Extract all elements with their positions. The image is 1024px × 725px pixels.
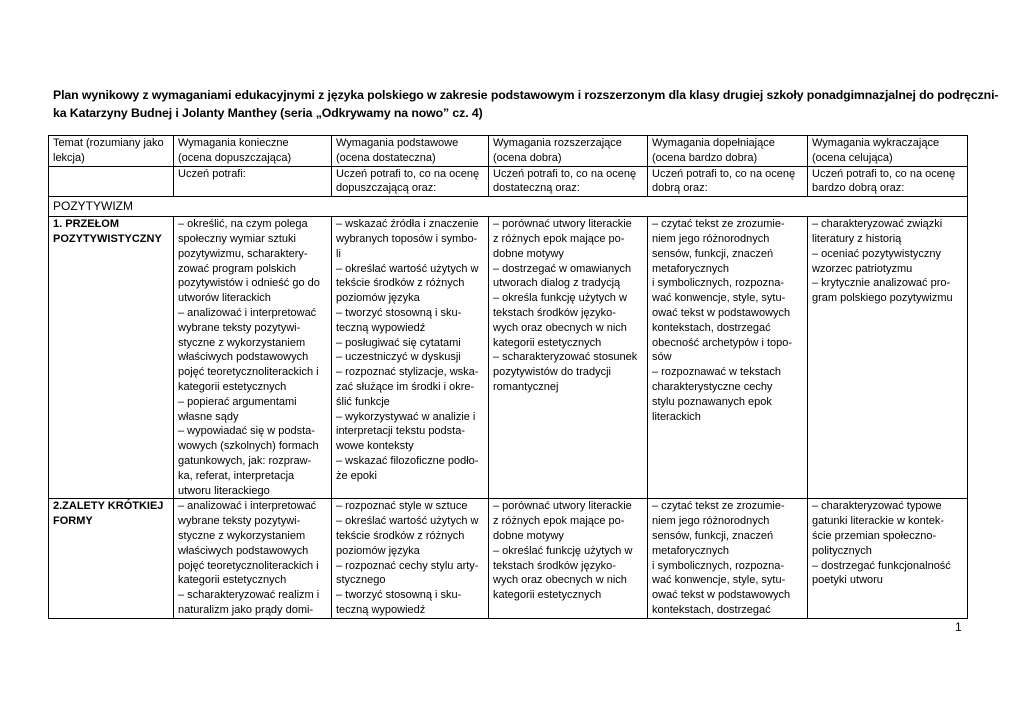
- cell-line: stylu poznawanych epok: [652, 395, 772, 408]
- cell-line: – oceniać pozytywistyczny: [812, 247, 941, 260]
- subheader-line: Uczeń potrafi to, co na ocenę: [493, 167, 637, 180]
- cell-clip: [493, 499, 644, 618]
- cell-line: – dostrzegać w omawianych: [493, 262, 632, 275]
- table-header-row: [49, 136, 968, 167]
- header-line: Temat (rozumiany jako: [53, 137, 164, 149]
- cell-clip: [652, 499, 804, 618]
- cell-line: ślić funkcje: [336, 395, 390, 408]
- section-title: POZYTYWIZM: [49, 197, 968, 217]
- cell-line: – wskazać źródła i znaczenie: [336, 218, 479, 231]
- cell-line: – scharakteryzować stosunek: [493, 351, 638, 364]
- page-number: 1: [955, 620, 962, 634]
- cell-line: – rozpoznawać w tekstach: [652, 366, 782, 379]
- cell-line: – określać funkcję użytych w: [493, 544, 633, 557]
- cell-line: dobne motywy: [493, 529, 564, 542]
- header-line: (ocena dobra): [493, 151, 562, 164]
- header-line: Wymagania konieczne: [178, 137, 289, 149]
- requirements-cell: [174, 499, 332, 619]
- header-line: (ocena bardzo dobra): [652, 151, 758, 164]
- cell-line: utworów literackich: [178, 292, 271, 305]
- cell-line: wowe konteksty: [336, 440, 414, 453]
- cell-line: – rozpoznać stylizacje, wska-: [336, 366, 479, 379]
- header-cell-topic: [49, 136, 174, 167]
- cell-line: wać konwencje, style, sytu-: [652, 292, 786, 305]
- requirements-cell: [332, 499, 489, 619]
- cell-line: FORMY: [53, 515, 93, 528]
- cell-line: stycznego: [336, 574, 386, 587]
- cell-line: naturalizm jako prądy domi-: [178, 603, 314, 616]
- cell-line: – określa funkcję użytych w: [493, 292, 627, 305]
- cell-line: 1. PRZEŁOM: [53, 218, 120, 231]
- cell-line: pozytywistów i odnieść go do: [178, 277, 320, 290]
- requirements-cell: [648, 499, 808, 619]
- cell-line: utworach dialog z tradycją: [493, 277, 621, 290]
- cell-line: obecność archetypów i topo-: [652, 336, 793, 349]
- cell-line: własne sądy: [178, 410, 239, 423]
- subheader-line: bardzo dobrą oraz:: [812, 182, 905, 195]
- cell-line: – popierać argumentami: [178, 395, 297, 408]
- header-line: (ocena dopuszczająca): [178, 151, 292, 164]
- requirements-cell: [174, 217, 332, 499]
- subheader-line: dopuszczającą oraz:: [336, 182, 437, 195]
- cell-line: sensów, funkcji, znaczeń: [652, 247, 774, 260]
- requirements-cell: [332, 217, 489, 499]
- cell-line: tekście środków z różnych: [336, 529, 465, 542]
- table-row: [49, 499, 968, 619]
- table-subheader-row: [49, 166, 968, 197]
- cell-line: – posługiwać się cytatami: [336, 336, 461, 349]
- cell-line: ować tekst w podstawowych: [652, 589, 791, 602]
- cell-line: ka, referat, interpretacja: [178, 469, 295, 482]
- cell-line: – tworzyć stosowną i sku-: [336, 589, 462, 602]
- subheader-line: Uczeń potrafi:: [178, 167, 246, 180]
- topic-cell: [49, 499, 174, 619]
- cell-line: niem jego różnorodnych: [652, 515, 770, 528]
- cell-line: pojęć teoretycznoliterackich i: [178, 366, 319, 379]
- cell-line: – określać wartość użytych w: [336, 515, 479, 528]
- header-line: Wymagania podstawowe: [336, 137, 459, 149]
- cell-line: kontekstach, dostrzegać: [652, 603, 771, 616]
- cell-line: styczne z wykorzystaniem: [178, 336, 306, 349]
- cell-line: – scharakteryzować realizm i: [178, 589, 320, 602]
- subheader-cell: [489, 166, 648, 197]
- subheader-cell-empty: [49, 166, 174, 197]
- cell-line: – rozpoznać style w sztuce: [336, 500, 468, 513]
- subheader-cell: [332, 166, 489, 197]
- document-title: [53, 86, 999, 122]
- cell-line: styczne z wykorzystaniem: [178, 529, 306, 542]
- cell-line: charakterystyczne cechy: [652, 380, 773, 393]
- cell-line: – czytać tekst ze zrozumie-: [652, 500, 785, 513]
- cell-line: gram polskiego pozytywizmu: [812, 292, 953, 305]
- cell-line: wybrane teksty pozytywi-: [178, 515, 301, 528]
- cell-line: wać konwencje, style, sytu-: [652, 574, 786, 587]
- subheader-line: dostateczną oraz:: [493, 182, 580, 195]
- cell-line: li: [336, 247, 341, 260]
- header-cell-required: [174, 136, 332, 167]
- cell-line: metaforycznych: [652, 262, 730, 275]
- cell-line: wowych (szkolnych) formach: [178, 440, 319, 453]
- cell-line: – dostrzegać funkcjonalność: [812, 559, 951, 572]
- cell-line: – charakteryzować typowe: [812, 500, 942, 513]
- requirements-cell: [489, 499, 648, 619]
- subheader-line: Uczeń potrafi to, co na ocenę: [336, 167, 480, 180]
- cell-line: kategorii estetycznych: [493, 336, 602, 349]
- cell-line: wych oraz obecnych w nich: [493, 321, 627, 334]
- cell-line: z różnych epok mające po-: [493, 515, 625, 528]
- cell-clip: [336, 499, 485, 618]
- header-cell-extended: [489, 136, 648, 167]
- subheader-line: Uczeń potrafi to, co na ocenę: [652, 167, 796, 180]
- cell-line: literackich: [652, 410, 701, 423]
- cell-line: wybrane teksty pozytywi-: [178, 321, 301, 334]
- header-cell-supplementary: [648, 136, 808, 167]
- cell-line: kategorii estetycznych: [178, 380, 287, 393]
- cell-line: – tworzyć stosowną i sku-: [336, 306, 462, 319]
- cell-line: zać służące im środki i okre-: [336, 380, 475, 393]
- cell-line: z różnych epok mające po-: [493, 232, 625, 245]
- cell-line: wzorzec patriotyzmu: [812, 262, 913, 275]
- cell-line: pozytywistów do tradycji: [493, 366, 611, 379]
- cell-line: – analizować i interpretować: [178, 306, 317, 319]
- subheader-line: Uczeń potrafi to, co na ocenę: [812, 167, 956, 180]
- header-cell-basic: [332, 136, 489, 167]
- cell-line: – wskazać filozoficzne podło-: [336, 454, 479, 467]
- cell-line: wybranych toposów i symbo-: [336, 232, 478, 245]
- cell-line: teczną wypowiedź: [336, 603, 426, 616]
- cell-line: – wypowiadać się w podsta-: [178, 425, 315, 438]
- cell-line: i symbolicznych, rozpozna-: [652, 277, 785, 290]
- cell-line: gatunkowych, jak: rozpraw-: [178, 454, 312, 467]
- cell-line: – porównać utwory literackie: [493, 500, 632, 513]
- cell-line: utworu literackiego: [178, 484, 270, 497]
- cell-line: – charakteryzować związki: [812, 218, 943, 231]
- cell-line: tekstach środków językо-: [493, 306, 616, 319]
- cell-line: – wykorzystywać w analizie i: [336, 410, 476, 423]
- header-line: (ocena dostateczna): [336, 151, 436, 164]
- cell-line: literatury z historią: [812, 232, 902, 245]
- cell-line: sów: [652, 351, 672, 364]
- requirements-cell: [489, 217, 648, 499]
- header-line: Wymagania dopełniające: [652, 137, 775, 149]
- requirements-cell: [808, 499, 968, 619]
- header-cell-exceeding: [808, 136, 968, 167]
- cell-line: romantycznej: [493, 380, 559, 393]
- cell-line: – określić, na czym polega: [178, 218, 308, 231]
- cell-line: – uczestniczyć w dyskusji: [336, 351, 461, 364]
- cell-line: – określać wartość użytych w: [336, 262, 479, 275]
- cell-line: sensów, funkcji, znaczeń: [652, 529, 774, 542]
- cell-line: dobne motywy: [493, 247, 564, 260]
- cell-line: zować program polskich: [178, 262, 296, 275]
- cell-line: pozytywizmu, scharaktery-: [178, 247, 308, 260]
- requirements-cell: [808, 217, 968, 499]
- cell-line: poziomów języka: [336, 292, 420, 305]
- subheader-cell: [174, 166, 332, 197]
- cell-line: poziomów języka: [336, 544, 420, 557]
- header-line: (ocena celująca): [812, 151, 893, 164]
- cell-line: gatunki literackie w kontek-: [812, 515, 945, 528]
- title-line: Plan wynikowy z wymaganiami edukacyjnymi z języka polskiego w zakresie podstawowym i rozszerzonym dla klasy drugiej szkoły ponadgimnazjalnej do podręczni-: [53, 88, 999, 102]
- title-line: ka Katarzyny Budnej i Jolanty Manthey (seria „Odkrywamy na nowo” cz. 4): [53, 106, 483, 120]
- cell-line: właściwych podstawowych: [178, 544, 309, 557]
- topic-cell: [49, 217, 174, 499]
- header-line: lekcja): [53, 151, 85, 164]
- cell-line: teczną wypowiedź: [336, 321, 426, 334]
- cell-line: metaforycznych: [652, 544, 730, 557]
- cell-line: – analizować i interpretować: [178, 500, 317, 513]
- cell-line: interpretacji tekstu podsta-: [336, 425, 466, 438]
- header-line: Wymagania rozszerzające: [493, 137, 622, 149]
- cell-line: pojęć teoretycznoliterackich i: [178, 559, 319, 572]
- cell-line: tekstach środków językо-: [493, 559, 616, 572]
- cell-line: tekście środków z różnych: [336, 277, 465, 290]
- cell-line: ście przemian społeczno-: [812, 529, 937, 542]
- cell-line: poetyki utworu: [812, 574, 883, 587]
- cell-line: kategorii estetycznych: [178, 574, 287, 587]
- cell-line: ować tekst w podstawowych: [652, 306, 791, 319]
- cell-line: 2.ZALETY KRÓTKIEJ: [53, 500, 164, 513]
- subheader-line: dobrą oraz:: [652, 182, 708, 195]
- cell-line: że epoki: [336, 469, 377, 482]
- cell-line: kontekstach, dostrzegać: [652, 321, 771, 334]
- cell-line: kategorii estetycznych: [493, 589, 602, 602]
- cell-line: niem jego różnorodnych: [652, 232, 770, 245]
- cell-line: społeczny wymiar sztuki: [178, 232, 296, 245]
- cell-line: i symbolicznych, rozpozna-: [652, 559, 785, 572]
- cell-clip: [812, 499, 964, 618]
- header-line: Wymagania wykraczające: [812, 137, 940, 149]
- table-row: [49, 217, 968, 499]
- section-row: [49, 197, 968, 217]
- cell-line: politycznych: [812, 544, 872, 557]
- requirements-table: [48, 135, 968, 619]
- cell-line: właściwych podstawowych: [178, 351, 309, 364]
- subheader-cell: [648, 166, 808, 197]
- cell-line: wych oraz obecnych w nich: [493, 574, 627, 587]
- cell-line: POZYTYWISTYCZNY: [53, 232, 162, 245]
- cell-line: – porównać utwory literackie: [493, 218, 632, 231]
- cell-line: – czytać tekst ze zrozumie-: [652, 218, 785, 231]
- subheader-cell: [808, 166, 968, 197]
- requirements-cell: [648, 217, 808, 499]
- cell-line: – krytycznie analizować pro-: [812, 277, 951, 290]
- cell-clip: [178, 499, 328, 618]
- cell-line: – rozpoznać cechy stylu arty-: [336, 559, 479, 572]
